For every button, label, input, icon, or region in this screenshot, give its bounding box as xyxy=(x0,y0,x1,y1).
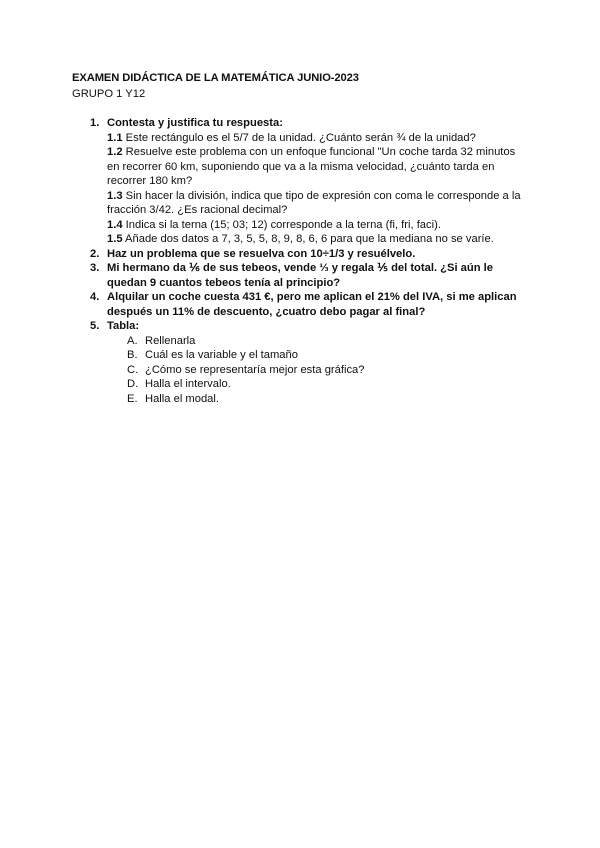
subquestion-1-3 xyxy=(107,189,530,218)
question-number: 4. xyxy=(90,291,100,303)
question-5 xyxy=(90,319,530,406)
question-3 xyxy=(90,261,530,290)
subquestion-text: Resuelve este problema con un enfoque funcional "Un coche tarda 32 minutos en recorrer 60 km, suponiendo que va a la misma velocidad, ¿cuánto tarda en recorrer 180 km? xyxy=(107,146,516,187)
subquestion-number: 1.5 xyxy=(107,233,123,245)
question-number: 1. xyxy=(90,117,100,129)
subquestion-text: Añade dos datos a 7, 3, 5, 5, 8, 9, 8, 6, 6 para que la mediana no se varíe. xyxy=(122,233,494,245)
task-text: Halla el modal. xyxy=(145,392,219,405)
subquestion-1-2 xyxy=(107,145,530,189)
question-number: 2. xyxy=(90,247,100,260)
subquestion-text: Sin hacer la división, indica que tipo de expresión con coma le corresponde a la fracción 3/42. ¿Es racional decimal? xyxy=(107,189,521,216)
task-letter: E. xyxy=(127,392,138,405)
question-4 xyxy=(90,290,530,319)
subquestion-text: Indica si la terna (15; 03; 12) corresponde a la terna (fi, fri, faci). xyxy=(122,218,441,231)
subquestion-number: 1.4 xyxy=(107,218,123,231)
task-text: ¿Cómo se representaría mejor esta gráfica? xyxy=(145,363,365,376)
question-number: 5. xyxy=(90,320,100,332)
question-list xyxy=(90,116,530,406)
subquestion-text: Este rectángulo es el 5/7 de la unidad. ¿Cuánto serán ¾ de la unidad? xyxy=(122,131,476,144)
question-2 xyxy=(90,247,530,262)
question-text: Alquilar un coche cuesta 431 €, pero me aplican el 21% del IVA, si me aplican después un 11% de descuento, ¿cuatro debo pagar al final? xyxy=(107,291,517,318)
subquestion-1-5 xyxy=(107,232,530,247)
subquestion-number: 1.2 xyxy=(107,146,123,158)
subquestion-number: 1.1 xyxy=(107,131,123,144)
task-letter: A. xyxy=(127,334,138,347)
subquestion-number: 1.3 xyxy=(107,189,123,202)
question-text: Contesta y justifica tu respuesta: xyxy=(107,117,283,129)
task-letter: B. xyxy=(127,349,138,361)
task-item-c xyxy=(107,363,530,378)
task-item-d xyxy=(107,377,530,392)
task-text: Halla el intervalo. xyxy=(145,378,231,390)
task-item-b xyxy=(107,348,530,363)
task-text: Cuál es la variable y el tamaño xyxy=(145,349,298,361)
exam-title: EXAMEN DIDÁCTICA DE LA MATEMÁTICA JUNIO-2023 xyxy=(72,72,359,84)
task-list xyxy=(107,334,530,407)
question-text: Haz un problema que se resuelva con 10÷1/3 y resuélvelo. xyxy=(107,247,416,260)
exam-group: GRUPO 1 Y12 xyxy=(72,88,146,100)
question-1 xyxy=(90,116,530,247)
task-item-a xyxy=(107,334,530,349)
subquestion-1-4 xyxy=(107,218,530,233)
question-text: Tabla: xyxy=(107,320,140,332)
task-letter: D. xyxy=(127,378,139,390)
question-number: 3. xyxy=(90,262,100,274)
task-item-e xyxy=(107,392,530,407)
question-text: Mi hermano da ⅙ de sus tebeos, vende ⅓ y regala ⅕ del total. ¿Si aún le quedan 9 cuantos tebeos tenía al principio? xyxy=(107,262,494,289)
task-text: Rellenarla xyxy=(145,334,196,347)
subquestion-1-1 xyxy=(107,131,530,146)
task-letter: C. xyxy=(127,363,139,376)
